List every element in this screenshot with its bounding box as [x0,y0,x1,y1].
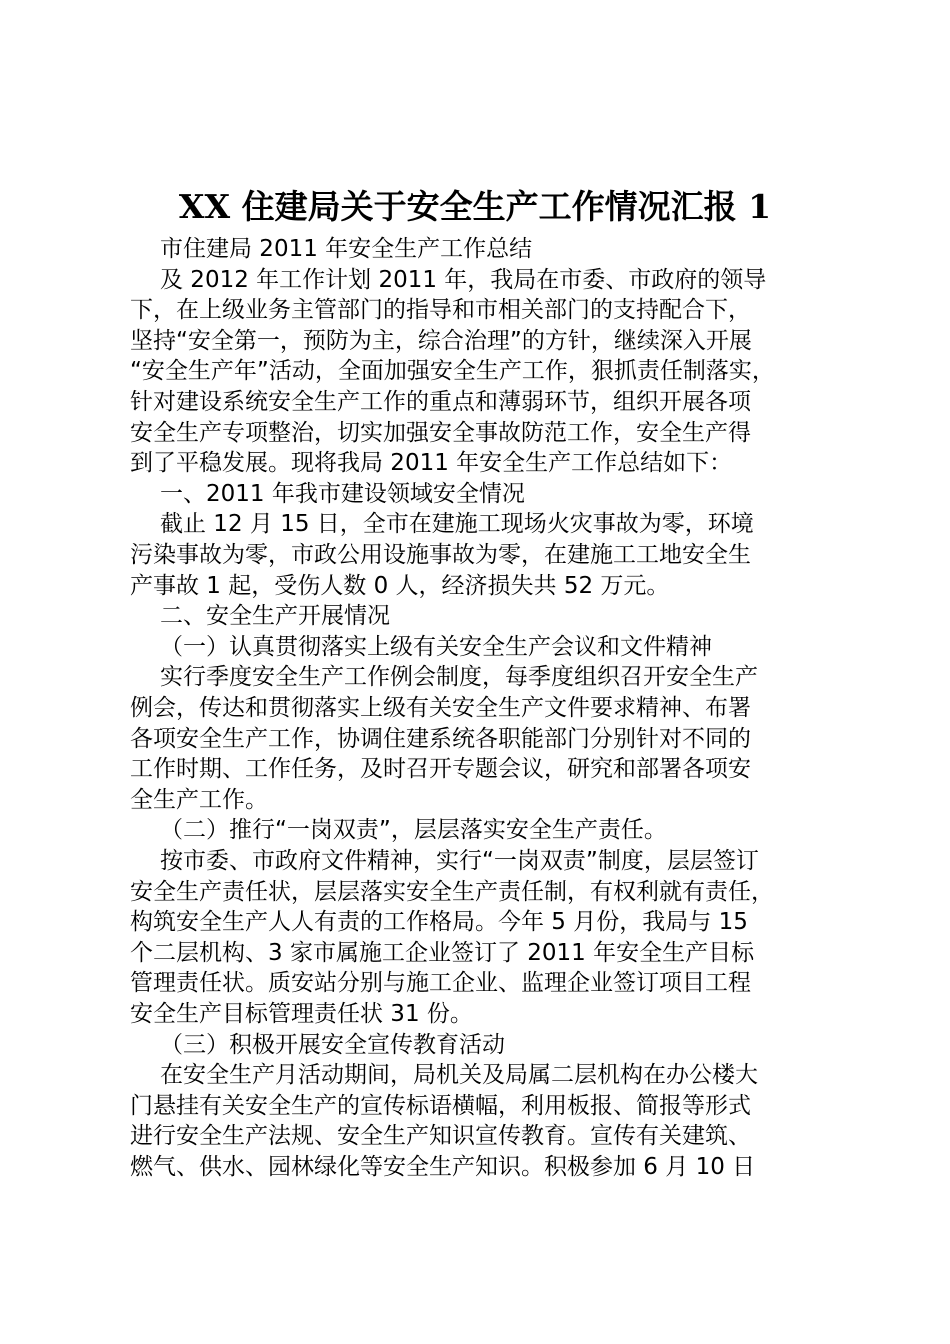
body-line: 安全生产责任状，层层落实安全生产责任制，有权利就有责任， [130,878,774,905]
body-line: 一、2011 年我市建设领域安全情况 [160,480,525,507]
body-line: 到了平稳发展。现将我局 2011 年安全生产工作总结如下： [130,450,733,477]
body-line: 进行安全生产法规、安全生产知识宣传教育。宣传有关建筑、 [130,1123,751,1150]
body-line: （二）推行“一岗双责”，层层落实安全生产责任。 [160,817,667,844]
document-title: XX 住建局关于安全生产工作情况汇报 1 [178,187,772,226]
body-line: 燃气、供水、园林绿化等安全生产知识。积极参加 6 月 10 日 [130,1154,756,1180]
body-line: 工作时期、工作任务，及时召开专题会议，研究和部署各项安 [130,756,751,783]
body-line: 实行季度安全生产工作例会制度，每季度组织召开安全生产 [160,664,758,691]
body-line: 安全生产目标管理责任状 31 份。 [130,1001,473,1027]
body-line: 下，在上级业务主管部门的指导和市相关部门的支持配合下， [130,297,751,324]
body-line: 二、安全生产开展情况 [160,603,390,630]
body-line: 坚持“安全第一，预防为主，综合治理”的方针，继续深入开展 [130,327,752,354]
body-line: 安全生产专项整治，切实加强安全事故防范工作，安全生产得 [130,419,751,446]
body-line: “安全生产年”活动，全面加强安全生产工作，狠抓责任制落实， [130,358,775,385]
body-line: 各项安全生产工作，协调住建系统各职能部门分别针对不同的 [130,725,751,752]
body-line: 针对建设系统安全生产工作的重点和薄弱环节，组织开展各项 [130,389,751,415]
body-line: 个二层机构、3 家市属施工企业签订了 2011 年安全生产目标 [130,939,755,966]
body-line: 及 2012 年工作计划 2011 年，我局在市委、市政府的领导 [160,266,767,293]
body-line: 例会，传达和贯彻落实上级有关安全生产文件要求精神、布署 [130,695,751,721]
body-line: （三）积极开展安全宣传教育活动 [160,1031,505,1058]
body-line: 在安全生产月活动期间，局机关及局属二层机构在办公楼大 [160,1062,758,1089]
body-line: 全生产工作。 [130,786,268,813]
body-line: 截止 12 月 15 日，全市在建施工现场火灾事故为零，环境 [160,511,754,538]
body-line: （一）认真贯彻落实上级有关安全生产会议和文件精神 [160,633,712,660]
body-line: 构筑安全生产人人有责的工作格局。今年 5 月份，我局与 15 [130,909,748,936]
body-line: 市住建局 2011 年安全生产工作总结 [160,236,533,262]
body-line: 按市委、市政府文件精神，实行“一岗双责”制度，层层签订 [160,848,759,874]
body-line: 污染事故为零，市政公用设施事故为零，在建施工工地安全生 [130,542,751,568]
body-line: 门悬挂有关安全生产的宣传标语横幅，利用板报、简报等形式 [130,1092,751,1119]
body-line: 管理责任状。质安站分别与施工企业、监理企业签订项目工程 [130,970,751,997]
body-line: 产事故 1 起，受伤人数 0 人，经济损失共 52 万元。 [130,572,670,599]
